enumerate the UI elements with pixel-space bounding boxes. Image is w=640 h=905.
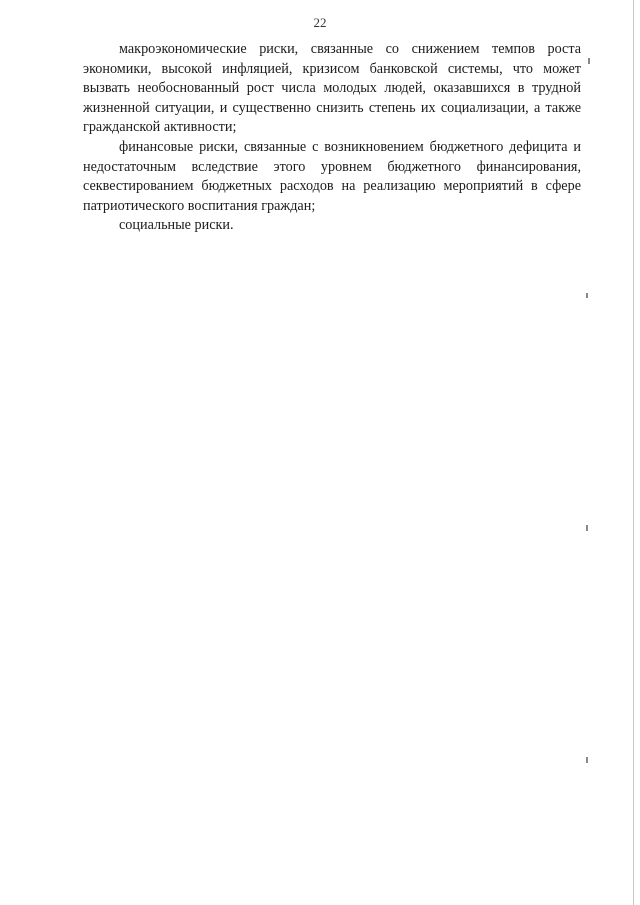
document-body	[83, 40, 581, 236]
scan-artifact-mark	[586, 293, 588, 298]
scan-page-edge	[633, 0, 634, 905]
scan-artifact-mark	[586, 757, 588, 763]
paragraph-financial-risks: финансовые риски, связанные с возникновением бюджетного дефицита и недостаточным вследствие этого уровнем бюджетного финансирования, секвестированием бюджетных расходов на реализацию мероприятий в сфере патриотического воспитания граждан;	[83, 138, 581, 214]
paragraph-social-risks: социальные риски.	[119, 217, 234, 234]
page-number: 22	[313, 15, 327, 30]
paragraph-macroeconomic-risks: макроэкономические риски, связанные со снижением темпов роста экономики, высокой инфляцией, кризисом банковской системы, что может вызвать необоснованный рост числа молодых людей, оказавшихся в трудной жизненной ситуации, и существенно снизить степень их социализации, а также гражданской активности;	[83, 41, 581, 136]
scan-artifact-mark	[588, 58, 590, 64]
scan-artifact-mark	[586, 525, 588, 531]
